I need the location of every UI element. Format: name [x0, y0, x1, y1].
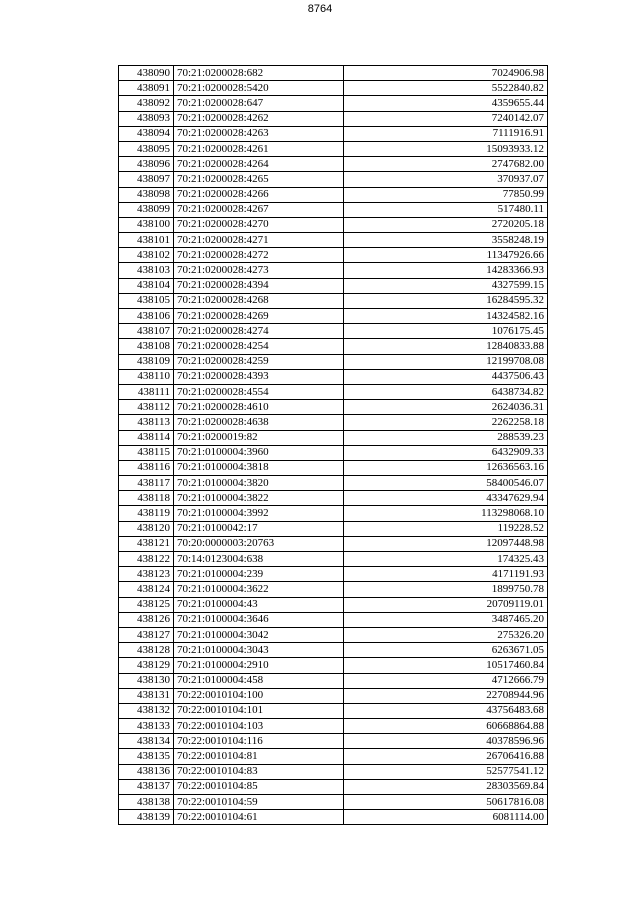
cadastral-number-cell: 70:22:0010104:100 [174, 688, 344, 703]
cadastral-value-cell: 7111916.91 [344, 126, 548, 141]
cadastral-value-cell: 7240142.07 [344, 111, 548, 126]
cadastral-value-cell: 275326.20 [344, 627, 548, 642]
table-row [119, 187, 548, 202]
table-row [119, 506, 548, 521]
table-row [119, 96, 548, 111]
table-row [119, 612, 548, 627]
table-row [119, 627, 548, 642]
cadastral-value-cell: 60668864.88 [344, 719, 548, 734]
table-row [119, 476, 548, 491]
cadastral-number-cell: 70:21:0200028:4269 [174, 309, 344, 324]
cadastral-number-cell: 70:21:0100004:458 [174, 673, 344, 688]
cadastral-number-cell: 70:21:0200019:82 [174, 430, 344, 445]
row-number-cell: 438108 [119, 339, 174, 354]
cadastral-number-cell: 70:21:0200028:4261 [174, 141, 344, 156]
cadastral-value-cell: 12199708.08 [344, 354, 548, 369]
row-number-cell: 438101 [119, 233, 174, 248]
row-number-cell: 438130 [119, 673, 174, 688]
table-row [119, 354, 548, 369]
cadastral-value-cell: 40378596.96 [344, 734, 548, 749]
cadastral-value-cell: 10517460.84 [344, 658, 548, 673]
row-number-cell: 438114 [119, 430, 174, 445]
cadastral-value-cell: 1076175.45 [344, 324, 548, 339]
row-number-cell: 438097 [119, 172, 174, 187]
table-row [119, 764, 548, 779]
row-number-cell: 438137 [119, 779, 174, 794]
cadastral-number-cell: 70:21:0100004:3646 [174, 612, 344, 627]
row-number-cell: 438132 [119, 703, 174, 718]
table-row [119, 734, 548, 749]
table-row [119, 795, 548, 810]
cadastral-value-cell: 26706416.88 [344, 749, 548, 764]
table-row [119, 339, 548, 354]
cadastral-value-table [118, 65, 548, 825]
table-row [119, 400, 548, 415]
cadastral-number-cell: 70:22:0010104:81 [174, 749, 344, 764]
row-number-cell: 438096 [119, 157, 174, 172]
cadastral-number-cell: 70:21:0200028:4272 [174, 248, 344, 263]
cadastral-number-cell: 70:22:0010104:103 [174, 719, 344, 734]
table-row [119, 233, 548, 248]
cadastral-value-cell: 4437506.43 [344, 369, 548, 384]
table-row [119, 445, 548, 460]
row-number-cell: 438116 [119, 460, 174, 475]
table-row [119, 430, 548, 445]
cadastral-value-cell: 6432909.33 [344, 445, 548, 460]
cadastral-number-cell: 70:21:0200028:4254 [174, 339, 344, 354]
cadastral-number-cell: 70:21:0200028:4262 [174, 111, 344, 126]
page-number: 8764 [307, 3, 333, 15]
cadastral-number-cell: 70:21:0200028:4274 [174, 324, 344, 339]
row-number-cell: 438104 [119, 278, 174, 293]
cadastral-value-cell: 58400546.07 [344, 476, 548, 491]
cadastral-number-cell: 70:22:0010104:61 [174, 810, 344, 825]
row-number-cell: 438099 [119, 202, 174, 217]
row-number-cell: 438139 [119, 810, 174, 825]
cadastral-value-cell: 12636563.16 [344, 460, 548, 475]
table-row [119, 324, 548, 339]
cadastral-number-cell: 70:21:0200028:4270 [174, 217, 344, 232]
cadastral-number-cell: 70:21:0200028:4265 [174, 172, 344, 187]
cadastral-value-cell: 7024906.98 [344, 66, 548, 81]
cadastral-number-cell: 70:21:0100004:43 [174, 597, 344, 612]
cadastral-number-cell: 70:21:0200028:4263 [174, 126, 344, 141]
table-row [119, 703, 548, 718]
cadastral-number-cell: 70:21:0200028:5420 [174, 81, 344, 96]
table-row [119, 491, 548, 506]
table-row [119, 157, 548, 172]
row-number-cell: 438100 [119, 217, 174, 232]
table-row [119, 172, 548, 187]
row-number-cell: 438126 [119, 612, 174, 627]
row-number-cell: 438136 [119, 764, 174, 779]
row-number-cell: 438118 [119, 491, 174, 506]
table-row [119, 688, 548, 703]
row-number-cell: 438091 [119, 81, 174, 96]
cadastral-number-cell: 70:21:0100004:3960 [174, 445, 344, 460]
table-row [119, 810, 548, 825]
table-row [119, 111, 548, 126]
table-row [119, 521, 548, 536]
table-row [119, 749, 548, 764]
cadastral-value-cell: 28303569.84 [344, 779, 548, 794]
cadastral-number-cell: 70:21:0200028:4610 [174, 400, 344, 415]
table-row [119, 384, 548, 399]
cadastral-number-cell: 70:21:0100004:2910 [174, 658, 344, 673]
cadastral-number-cell: 70:14:0123004:638 [174, 552, 344, 567]
cadastral-value-cell: 77850.99 [344, 187, 548, 202]
row-number-cell: 438131 [119, 688, 174, 703]
row-number-cell: 438117 [119, 476, 174, 491]
row-number-cell: 438102 [119, 248, 174, 263]
table-row [119, 202, 548, 217]
row-number-cell: 438128 [119, 643, 174, 658]
row-number-cell: 438123 [119, 567, 174, 582]
row-number-cell: 438109 [119, 354, 174, 369]
row-number-cell: 438107 [119, 324, 174, 339]
row-number-cell: 438092 [119, 96, 174, 111]
row-number-cell: 438098 [119, 187, 174, 202]
row-number-cell: 438119 [119, 506, 174, 521]
cadastral-value-cell: 12840833.88 [344, 339, 548, 354]
cadastral-number-cell: 70:20:0000003:20763 [174, 536, 344, 551]
cadastral-value-cell: 43756483.68 [344, 703, 548, 718]
cadastral-number-cell: 70:21:0200028:4554 [174, 384, 344, 399]
row-number-cell: 438111 [119, 384, 174, 399]
cadastral-value-cell: 6263671.05 [344, 643, 548, 658]
row-number-cell: 438133 [119, 719, 174, 734]
cadastral-number-cell: 70:21:0200028:4271 [174, 233, 344, 248]
cadastral-number-cell: 70:21:0100004:3820 [174, 476, 344, 491]
cadastral-number-cell: 70:21:0100004:239 [174, 567, 344, 582]
cadastral-value-cell: 113298068.10 [344, 506, 548, 521]
row-number-cell: 438124 [119, 582, 174, 597]
cadastral-number-cell: 70:21:0200028:682 [174, 66, 344, 81]
cadastral-value-cell: 517480.11 [344, 202, 548, 217]
table-row [119, 719, 548, 734]
row-number-cell: 438105 [119, 293, 174, 308]
table-row [119, 582, 548, 597]
table-row [119, 278, 548, 293]
row-number-cell: 438138 [119, 795, 174, 810]
table-row [119, 81, 548, 96]
cadastral-value-cell: 4171191.93 [344, 567, 548, 582]
cadastral-value-cell: 3558248.19 [344, 233, 548, 248]
table-row [119, 415, 548, 430]
table-row [119, 779, 548, 794]
cadastral-number-cell: 70:21:0200028:4638 [174, 415, 344, 430]
cadastral-value-cell: 5522840.82 [344, 81, 548, 96]
table-row [119, 658, 548, 673]
row-number-cell: 438134 [119, 734, 174, 749]
cadastral-value-cell: 1899750.78 [344, 582, 548, 597]
cadastral-number-cell: 70:21:0200028:4394 [174, 278, 344, 293]
cadastral-number-cell: 70:21:0100004:3622 [174, 582, 344, 597]
table-row [119, 460, 548, 475]
table-row [119, 369, 548, 384]
cadastral-value-cell: 2624036.31 [344, 400, 548, 415]
cadastral-number-cell: 70:22:0010104:59 [174, 795, 344, 810]
cadastral-number-cell: 70:21:0100004:3043 [174, 643, 344, 658]
row-number-cell: 438127 [119, 627, 174, 642]
cadastral-number-cell: 70:21:0200028:4264 [174, 157, 344, 172]
cadastral-number-cell: 70:22:0010104:116 [174, 734, 344, 749]
cadastral-number-cell: 70:21:0100004:3818 [174, 460, 344, 475]
table-row [119, 597, 548, 612]
cadastral-value-cell: 174325.43 [344, 552, 548, 567]
cadastral-number-cell: 70:21:0200028:4266 [174, 187, 344, 202]
table-row [119, 66, 548, 81]
cadastral-number-cell: 70:21:0200028:4259 [174, 354, 344, 369]
table-row [119, 126, 548, 141]
row-number-cell: 438110 [119, 369, 174, 384]
cadastral-number-cell: 70:21:0100004:3822 [174, 491, 344, 506]
row-number-cell: 438103 [119, 263, 174, 278]
cadastral-value-cell: 50617816.08 [344, 795, 548, 810]
cadastral-value-cell: 52577541.12 [344, 764, 548, 779]
table-row [119, 248, 548, 263]
cadastral-value-cell: 15093933.12 [344, 141, 548, 156]
cadastral-value-cell: 22708944.96 [344, 688, 548, 703]
row-number-cell: 438106 [119, 309, 174, 324]
row-number-cell: 438135 [119, 749, 174, 764]
row-number-cell: 438113 [119, 415, 174, 430]
cadastral-value-cell: 370937.07 [344, 172, 548, 187]
row-number-cell: 438095 [119, 141, 174, 156]
row-number-cell: 438112 [119, 400, 174, 415]
cadastral-value-cell: 4327599.15 [344, 278, 548, 293]
row-number-cell: 438120 [119, 521, 174, 536]
row-number-cell: 438129 [119, 658, 174, 673]
cadastral-value-cell: 14324582.16 [344, 309, 548, 324]
cadastral-value-cell: 43347629.94 [344, 491, 548, 506]
table-row [119, 673, 548, 688]
row-number-cell: 438125 [119, 597, 174, 612]
cadastral-value-cell: 12097448.98 [344, 536, 548, 551]
cadastral-number-cell: 70:21:0100004:3042 [174, 627, 344, 642]
cadastral-number-cell: 70:21:0200028:647 [174, 96, 344, 111]
row-number-cell: 438121 [119, 536, 174, 551]
cadastral-number-cell: 70:21:0200028:4267 [174, 202, 344, 217]
row-number-cell: 438122 [119, 552, 174, 567]
cadastral-value-cell: 3487465.20 [344, 612, 548, 627]
row-number-cell: 438094 [119, 126, 174, 141]
table-row [119, 217, 548, 232]
cadastral-value-cell: 288539.23 [344, 430, 548, 445]
cadastral-value-cell: 16284595.32 [344, 293, 548, 308]
row-number-cell: 438093 [119, 111, 174, 126]
table-row [119, 309, 548, 324]
row-number-cell: 438115 [119, 445, 174, 460]
table-row [119, 141, 548, 156]
cadastral-value-cell: 11347926.66 [344, 248, 548, 263]
cadastral-number-cell: 70:22:0010104:83 [174, 764, 344, 779]
cadastral-number-cell: 70:21:0100042:17 [174, 521, 344, 536]
cadastral-value-cell: 6438734.82 [344, 384, 548, 399]
cadastral-number-cell: 70:21:0200028:4268 [174, 293, 344, 308]
cadastral-number-cell: 70:21:0100004:3992 [174, 506, 344, 521]
table-row [119, 567, 548, 582]
table-row [119, 293, 548, 308]
cadastral-value-cell: 2720205.18 [344, 217, 548, 232]
cadastral-value-cell: 20709119.01 [344, 597, 548, 612]
cadastral-number-cell: 70:21:0200028:4273 [174, 263, 344, 278]
cadastral-value-cell: 119228.52 [344, 521, 548, 536]
table-row [119, 552, 548, 567]
cadastral-number-cell: 70:22:0010104:85 [174, 779, 344, 794]
cadastral-value-cell: 2262258.18 [344, 415, 548, 430]
cadastral-number-cell: 70:22:0010104:101 [174, 703, 344, 718]
table-body [119, 66, 548, 825]
cadastral-value-cell: 14283366.93 [344, 263, 548, 278]
cadastral-value-cell: 2747682.00 [344, 157, 548, 172]
table-row [119, 263, 548, 278]
row-number-cell: 438090 [119, 66, 174, 81]
table-row [119, 643, 548, 658]
table-row [119, 536, 548, 551]
cadastral-value-cell: 4359655.44 [344, 96, 548, 111]
cadastral-value-cell: 6081114.00 [344, 810, 548, 825]
cadastral-value-cell: 4712666.79 [344, 673, 548, 688]
cadastral-number-cell: 70:21:0200028:4393 [174, 369, 344, 384]
